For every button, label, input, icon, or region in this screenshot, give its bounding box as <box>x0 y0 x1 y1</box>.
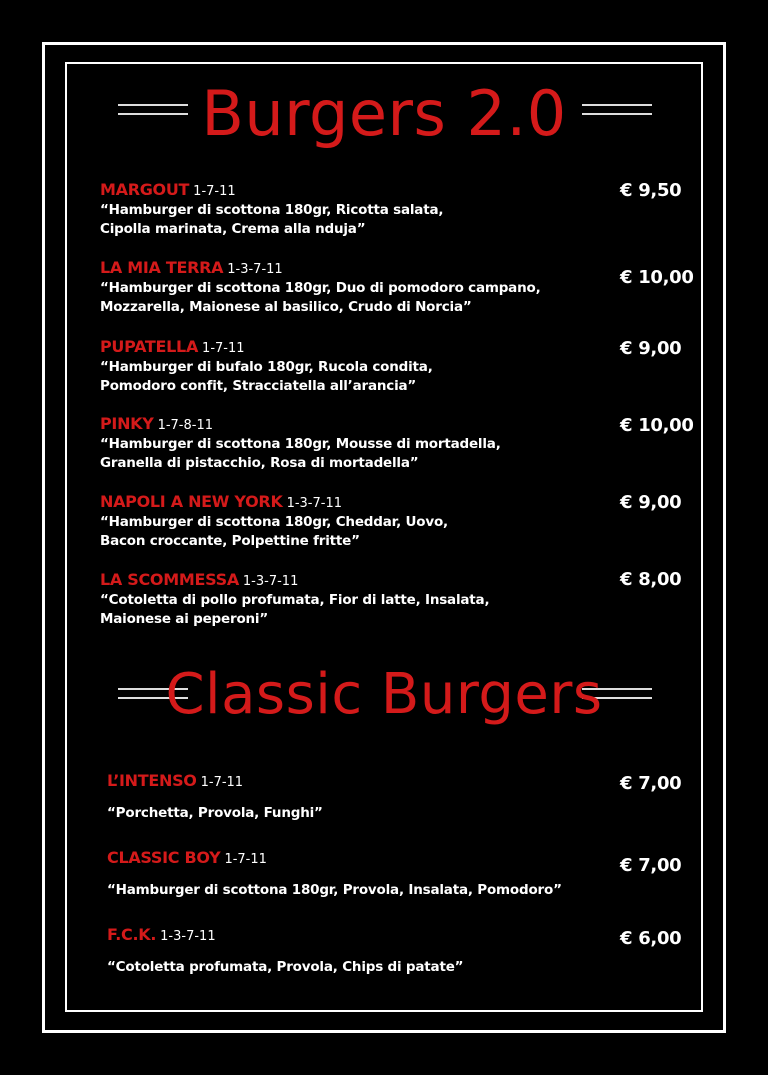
item-price: € 10,00 <box>620 267 694 288</box>
item-price: € 9,00 <box>620 338 682 359</box>
allergen-codes: 1-7-8-11 <box>157 418 213 433</box>
item-name: NAPOLI A NEW YORK <box>100 492 283 511</box>
allergen-codes: 1-7-11 <box>193 184 236 199</box>
menu-item <box>100 571 570 629</box>
item-name: L’INTENSO <box>107 771 197 790</box>
menu-item <box>100 338 570 396</box>
item-description: “Hamburger di scottona 180gr, Ricotta salata, Cipolla marinata, Crema alla nduja” <box>100 202 444 237</box>
item-description: “Hamburger di scottona 180gr, Cheddar, Uovo, Bacon croccante, Polpettine fritte” <box>100 514 448 549</box>
item-price: € 7,00 <box>620 855 682 876</box>
allergen-codes: 1-7-11 <box>224 852 267 867</box>
item-name: PUPATELLA <box>100 337 199 356</box>
item-description: “Hamburger di scottona 180gr, Provola, Insalata, Pomodoro” <box>107 882 562 898</box>
menu-item <box>100 259 570 317</box>
allergen-codes: 1-7-11 <box>200 775 244 790</box>
item-name: LA SCOMMESSA <box>100 570 239 589</box>
allergen-codes: 1-3-7-11 <box>160 929 216 944</box>
item-name: LA MIA TERRA <box>100 258 224 277</box>
item-price: € 10,00 <box>620 415 694 436</box>
menu-item <box>100 181 570 239</box>
item-description: “Porchetta, Provola, Funghi” <box>107 805 323 821</box>
item-name: F.C.K. <box>107 925 157 944</box>
section-title-classic-burgers: Classic Burgers <box>165 662 603 727</box>
allergen-codes: 1-7-11 <box>202 341 245 356</box>
item-price: € 8,00 <box>620 569 682 590</box>
item-description: “Hamburger di bufalo 180gr, Rucola condita, Pomodoro confit, Stracciatella all’arancia” <box>100 359 433 394</box>
item-description: “Cotoletta di pollo profumata, Fior di latte, Insalata, Maionese ai peperoni” <box>100 592 490 627</box>
item-description: “Cotoletta profumata, Provola, Chips di patate” <box>107 959 464 975</box>
item-name: PINKY <box>100 414 154 433</box>
allergen-codes: 1-3-7-11 <box>286 496 342 511</box>
allergen-codes: 1-3-7-11 <box>227 262 283 277</box>
menu-item <box>107 926 577 977</box>
menu-item <box>100 415 570 473</box>
item-name: MARGOUT <box>100 180 190 199</box>
menu-item <box>107 849 577 900</box>
item-description: “Hamburger di scottona 180gr, Duo di pomodoro campano, Mozzarella, Maionese al basilico, Crudo di Norcia” <box>100 280 541 315</box>
item-price: € 7,00 <box>620 773 682 794</box>
section-title-burgers-2-0: Burgers 2.0 <box>201 77 567 150</box>
menu-item <box>100 493 570 551</box>
item-description: “Hamburger di scottona 180gr, Mousse di mortadella, Granella di pistacchio, Rosa di mortadella” <box>100 436 501 471</box>
item-price: € 9,00 <box>620 492 682 513</box>
item-price: € 9,50 <box>620 180 682 201</box>
item-price: € 6,00 <box>620 928 682 949</box>
item-name: CLASSIC BOY <box>107 848 221 867</box>
allergen-codes: 1-3-7-11 <box>242 574 299 589</box>
menu-item <box>107 772 577 823</box>
